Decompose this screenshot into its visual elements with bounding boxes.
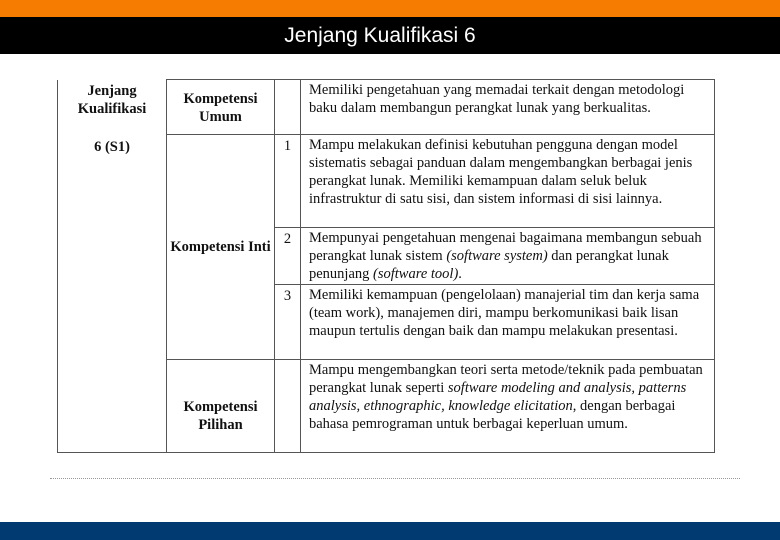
item-number: 1 — [275, 135, 301, 228]
competency-desc-pilihan: Mampu mengembangkan teori serta metode/teknik pada pembuatan perangkat lunak seperti software modeling and analysis, patterns analysis, ethnographic, knowledge elicitation, dengan berbagai bahasa pemrograman untuk berbagai keperluan umum. — [301, 360, 715, 453]
top-accent-stripe — [0, 0, 780, 17]
competency-label-inti: Kompetensi Inti — [167, 135, 275, 360]
table-row-umum — [58, 80, 715, 135]
competency-desc-inti-1: Mampu melakukan definisi kebutuhan pengguna dengan model sistematis sebagai panduan dalam mengembangkan berbagai jenis perangkat lunak. Memiliki kemampuan dalam seluk beluk infrastruktur di satu sisi, dan sistem informasi di sisi lainnya. — [301, 135, 715, 228]
competency-label-pilihan: Kompetensi Pilihan — [167, 360, 275, 453]
bottom-bar — [0, 522, 780, 540]
title-bar — [0, 17, 780, 54]
qualification-table — [57, 79, 715, 453]
competency-desc-umum: Memiliki pengetahuan yang memadai terkait dengan metodologi baku dalam membangun perangkat lunak yang berkualitas. — [301, 80, 715, 135]
qualification-table-image — [57, 79, 714, 453]
competency-desc-inti-2: Mempunyai pengetahuan mengenai bagaimana membangun sebuah perangkat lunak sistem (software system) dan perangkat lunak penunjang (software tool). — [301, 228, 715, 285]
competency-label-umum: Kompetensi Umum — [167, 80, 275, 135]
footer-divider — [50, 478, 740, 479]
competency-desc-inti-3: Memiliki kemampuan (pengelolaan) manajerial tim dan kerja sama (team work), manajemen diri, mampu berkomunikasi baik lisan maupun tertulis dengan baik dan mampu melakukan presentasi. — [301, 285, 715, 360]
number-cell-empty — [275, 80, 301, 135]
number-cell-empty — [275, 360, 301, 453]
level-cell — [58, 80, 167, 453]
level-value: 6 (S1) — [94, 138, 130, 155]
item-number: 3 — [275, 285, 301, 360]
item-number: 2 — [275, 228, 301, 285]
slide-title: Jenjang Kualifikasi 6 — [284, 23, 476, 47]
level-header: Jenjang Kualifikasi — [77, 82, 147, 117]
